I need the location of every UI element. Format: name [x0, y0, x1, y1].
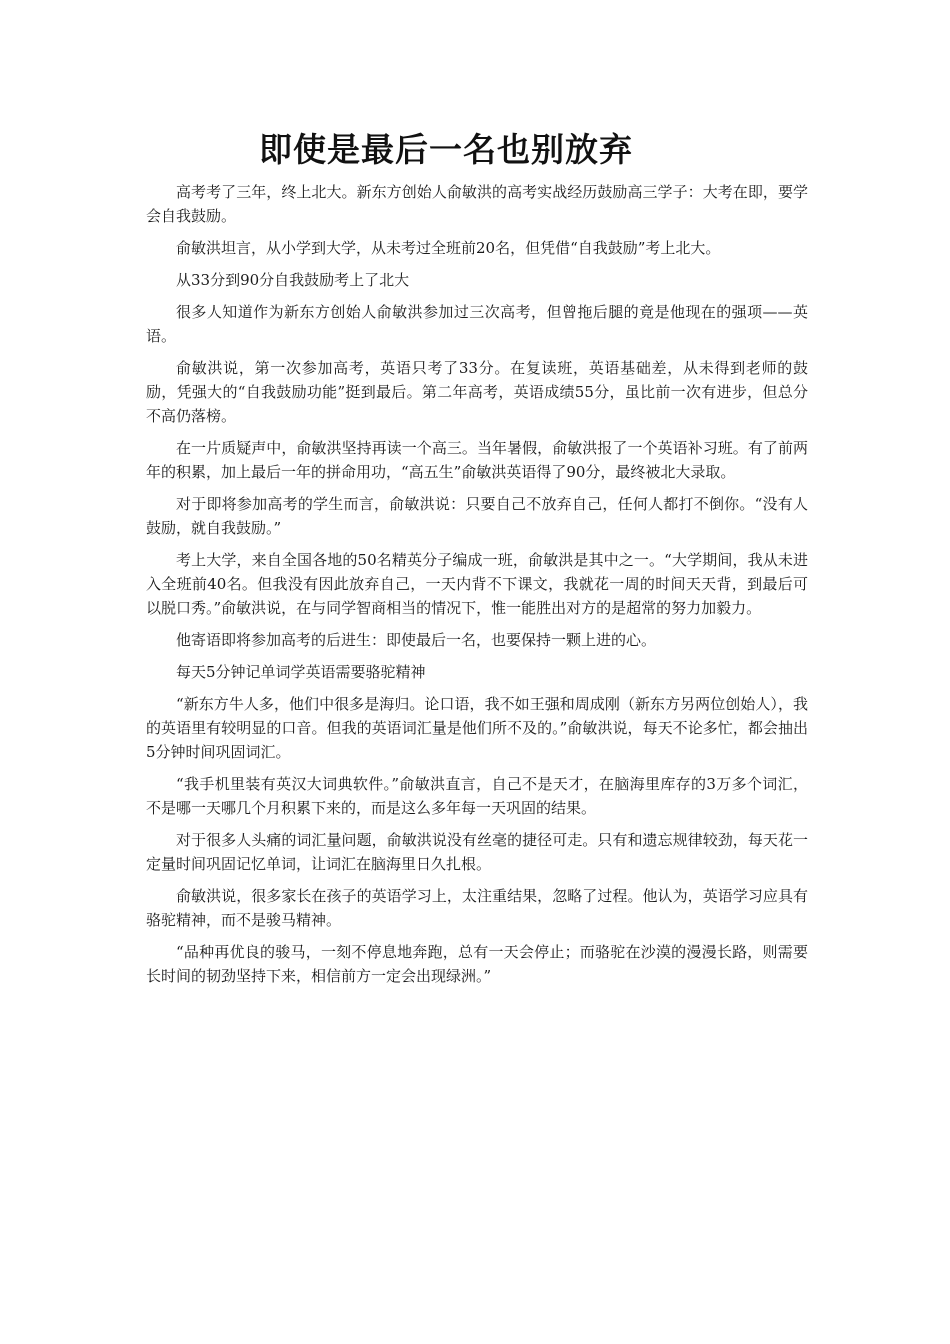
paragraph: 高考考了三年，终上北大。新东方创始人俞敏洪的高考实战经历鼓励高三学子：大考在即，要学会自我鼓励。 [146, 183, 808, 225]
paragraph: 考上大学，来自全国各地的50名精英分子编成一班，俞敏洪是其中之一。“大学期间，我从未进入全班前40名。但我没有因此放弃自己，一天内背不下课文，我就花一周的时间天天背，到最后可以脱口秀。”俞敏洪说，在与同学智商相当的情况下，惟一能胜出对方的是超常的努力加毅力。 [146, 551, 808, 617]
document-body [146, 180, 808, 996]
section-heading: 每天5分钟记单词学英语需要骆驼精神 [176, 663, 426, 681]
document-title: 即使是最后一名也别放弃 [259, 130, 633, 169]
paragraph: 对于即将参加高考的学生而言，俞敏洪说：只要自己不放弃自己，任何人都打不倒你。“没有人鼓励，就自我鼓励。” [146, 495, 808, 537]
paragraph: “我手机里装有英汉大词典软件。”俞敏洪直言，自己不是天才，在脑海里库存的3万多个词汇，不是哪一天哪几个月积累下来的，而是这么多年每一天巩固的结果。 [146, 775, 808, 817]
paragraph: 俞敏洪说，很多家长在孩子的英语学习上，太注重结果，忽略了过程。他认为，英语学习应具有骆驼精神，而不是骏马精神。 [146, 887, 808, 929]
paragraph: 俞敏洪说，第一次参加高考，英语只考了33分。在复读班，英语基础差，从未得到老师的鼓励，凭强大的“自我鼓励功能”挺到最后。第二年高考，英语成绩55分，虽比前一次有进步，但总分不高仍落榜。 [146, 359, 808, 425]
paragraph: “品种再优良的骏马，一刻不停息地奔跑，总有一天会停止；而骆驼在沙漠的漫漫长路，则需要长时间的韧劲坚持下来，相信前方一定会出现绿洲。” [146, 943, 808, 985]
paragraph: 在一片质疑声中，俞敏洪坚持再读一个高三。当年暑假，俞敏洪报了一个英语补习班。有了前两年的积累，加上最后一年的拼命用功，“高五生”俞敏洪英语得了90分，最终被北大录取。 [146, 439, 808, 481]
section-heading: 从33分到90分自我鼓励考上了北大 [176, 271, 410, 289]
paragraph: 他寄语即将参加高考的后进生：即使最后一名，也要保持一颗上进的心。 [176, 631, 657, 649]
paragraph: 俞敏洪坦言，从小学到大学，从未考过全班前20名，但凭借“自我鼓励”考上北大。 [176, 239, 721, 257]
paragraph: 对于很多人头痛的词汇量问题，俞敏洪说没有丝毫的捷径可走。只有和遗忘规律较劲，每天花一定量时间巩固记忆单词，让词汇在脑海里日久扎根。 [146, 831, 808, 873]
paragraph: “新东方牛人多，他们中很多是海归。论口语，我不如王强和周成刚（新东方另两位创始人），我的英语里有较明显的口音。但我的英语词汇量是他们所不及的。”俞敏洪说，每天不论多忙，都会抽出5分钟时间巩固词汇。 [146, 695, 808, 761]
paragraph: 很多人知道作为新东方创始人俞敏洪参加过三次高考，但曾拖后腿的竟是他现在的强项——英语。 [146, 303, 808, 345]
